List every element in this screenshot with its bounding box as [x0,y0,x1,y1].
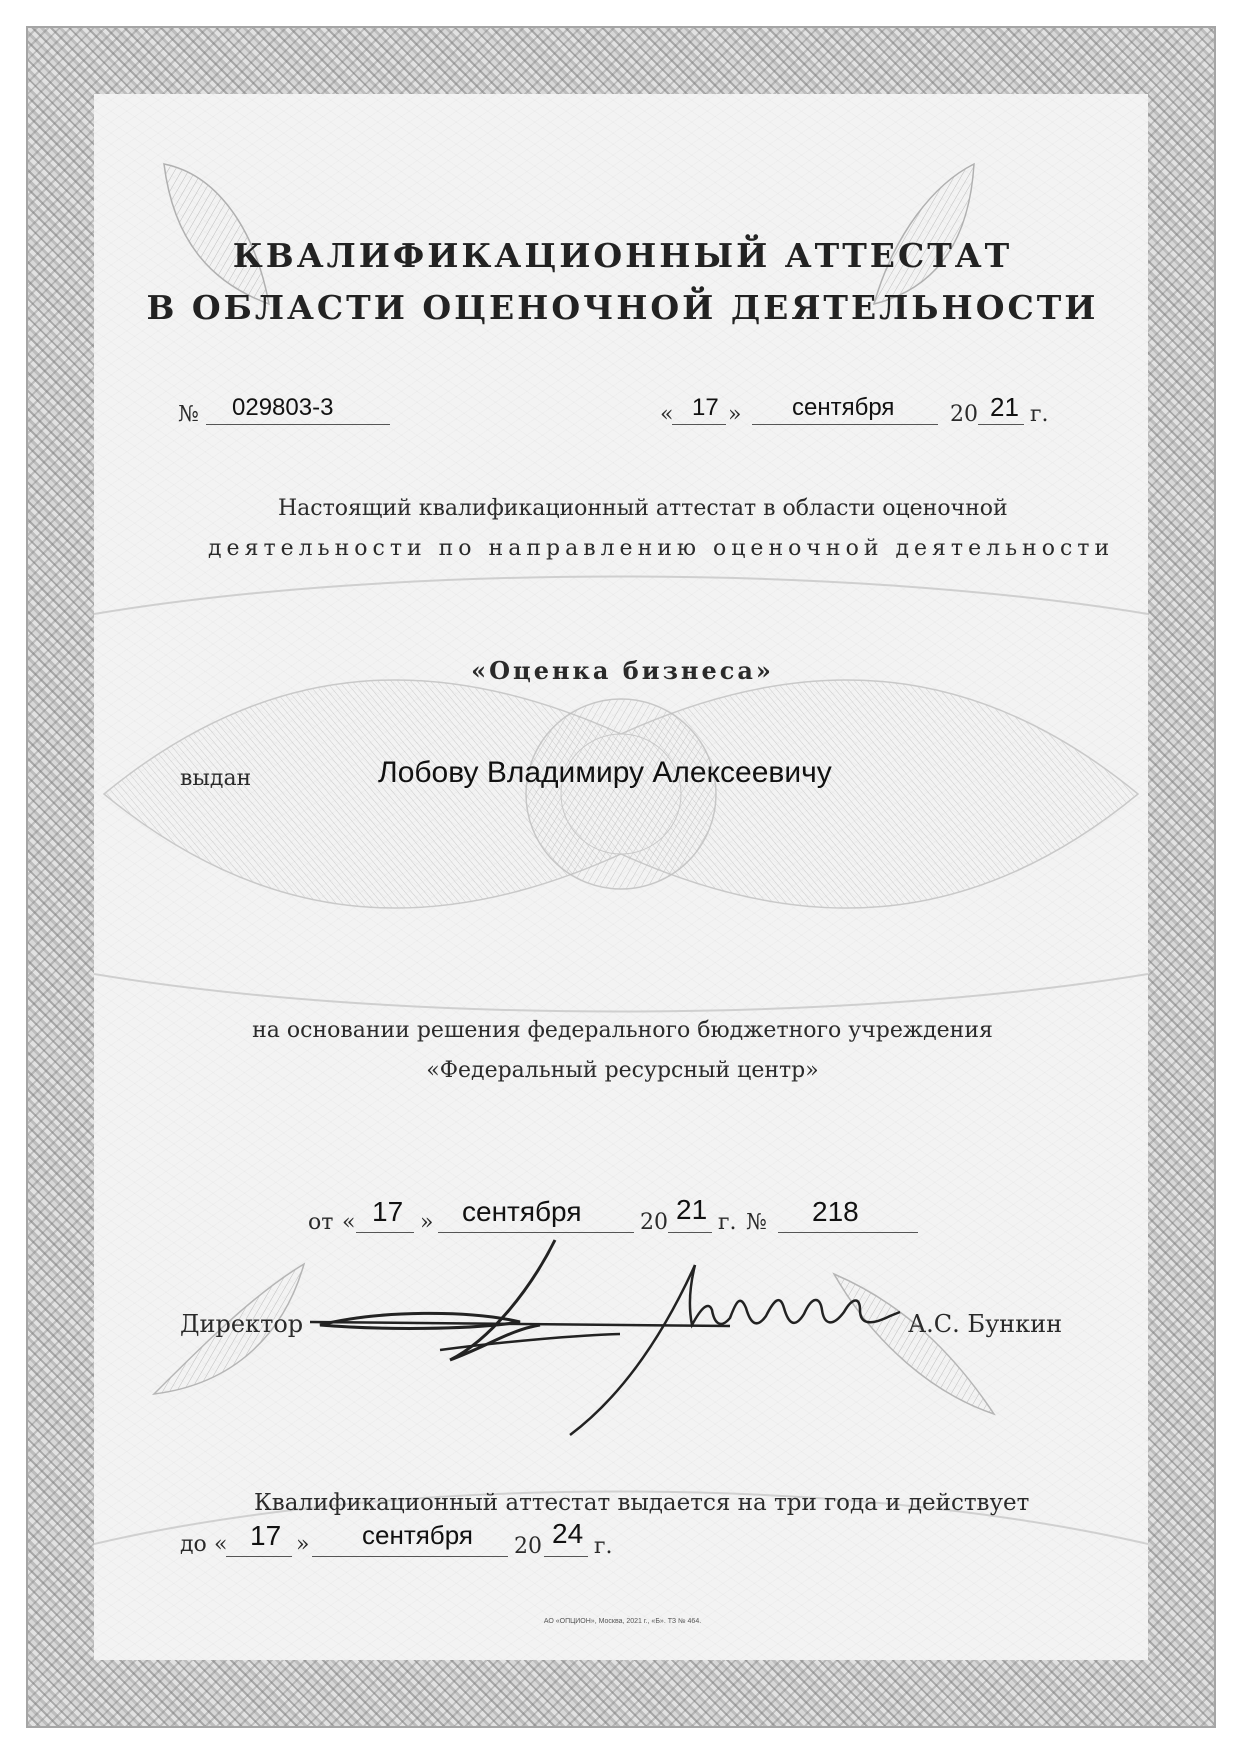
decision-month: сентября [462,1196,582,1227]
intro-line-2: деятельности по направлению оценочной деятельности [208,536,1115,561]
date-quote-close: » [728,402,742,427]
central-rosette [526,699,716,889]
month-underline [752,424,938,425]
leaf-top-left [164,164,269,304]
intro-line-1: Настоящий квалификационный аттестат в области оценочной [278,496,1008,521]
validity-year: 24 [552,1518,584,1549]
issue-month: сентября [792,394,895,421]
leaf-top-right [874,164,974,304]
year-abbrev: г. [1030,402,1049,427]
decision-quote-open: « [342,1210,356,1235]
signature-role: Директор [180,1310,304,1338]
decision-year: 21 [676,1194,708,1225]
validity-quote-open: « [214,1532,228,1557]
day-underline [672,424,726,425]
basis-line-2: «Федеральный ресурсный центр» [426,1058,819,1083]
validity-until-label: до [180,1532,207,1557]
validity-month-underline [312,1556,508,1557]
validity-line-1: Квалификационный аттестат выдается на три года и действует [254,1490,1030,1516]
decision-day: 17 [372,1196,404,1227]
signature-name: А.С. Бункин [908,1310,1063,1338]
validity-month: сентября [362,1520,473,1550]
certificate-number: 029803-3 [232,394,334,421]
year-underline [978,424,1024,425]
title-line-2: В ОБЛАСТИ ОЦЕНОЧНОЙ ДЕЯТЕЛЬНОСТИ [146,288,1099,327]
validity-quote-close: » [296,1532,310,1557]
decision-year-abbrev: г. [718,1210,737,1235]
assessment-direction: «Оценка бизнеса» [471,656,774,685]
decision-year-prefix: 20 [640,1210,668,1235]
issue-year: 21 [990,392,1019,422]
printer-imprint: АО «ОПЦИОН», Москва, 2021 г., «Б». ТЗ № 464. [543,1618,702,1625]
number-underline [206,424,390,425]
issued-label: выдан [180,766,252,791]
director-signature [300,1230,920,1450]
decision-from-label: от [308,1210,334,1235]
validity-day: 17 [250,1520,282,1551]
title-line-1: КВАЛИФИКАЦИОННЫЙ АТТЕСТАТ [232,236,1013,275]
year-prefix: 20 [950,402,978,427]
decision-number: 218 [812,1196,859,1227]
decision-quote-close: » [420,1210,434,1235]
validity-year-underline [544,1556,588,1557]
decision-number-sign: № [746,1210,767,1235]
validity-year-prefix: 20 [514,1534,542,1559]
validity-day-underline [226,1556,292,1557]
validity-year-abbrev: г. [594,1534,613,1559]
holder-name: Лобову Владимиру Алексеевичу [378,756,832,789]
date-quote-open: « [660,402,674,427]
issue-day: 17 [692,394,719,421]
number-sign: № [178,402,199,427]
basis-line-1: на основании решения федерального бюджетного учреждения [252,1018,993,1043]
